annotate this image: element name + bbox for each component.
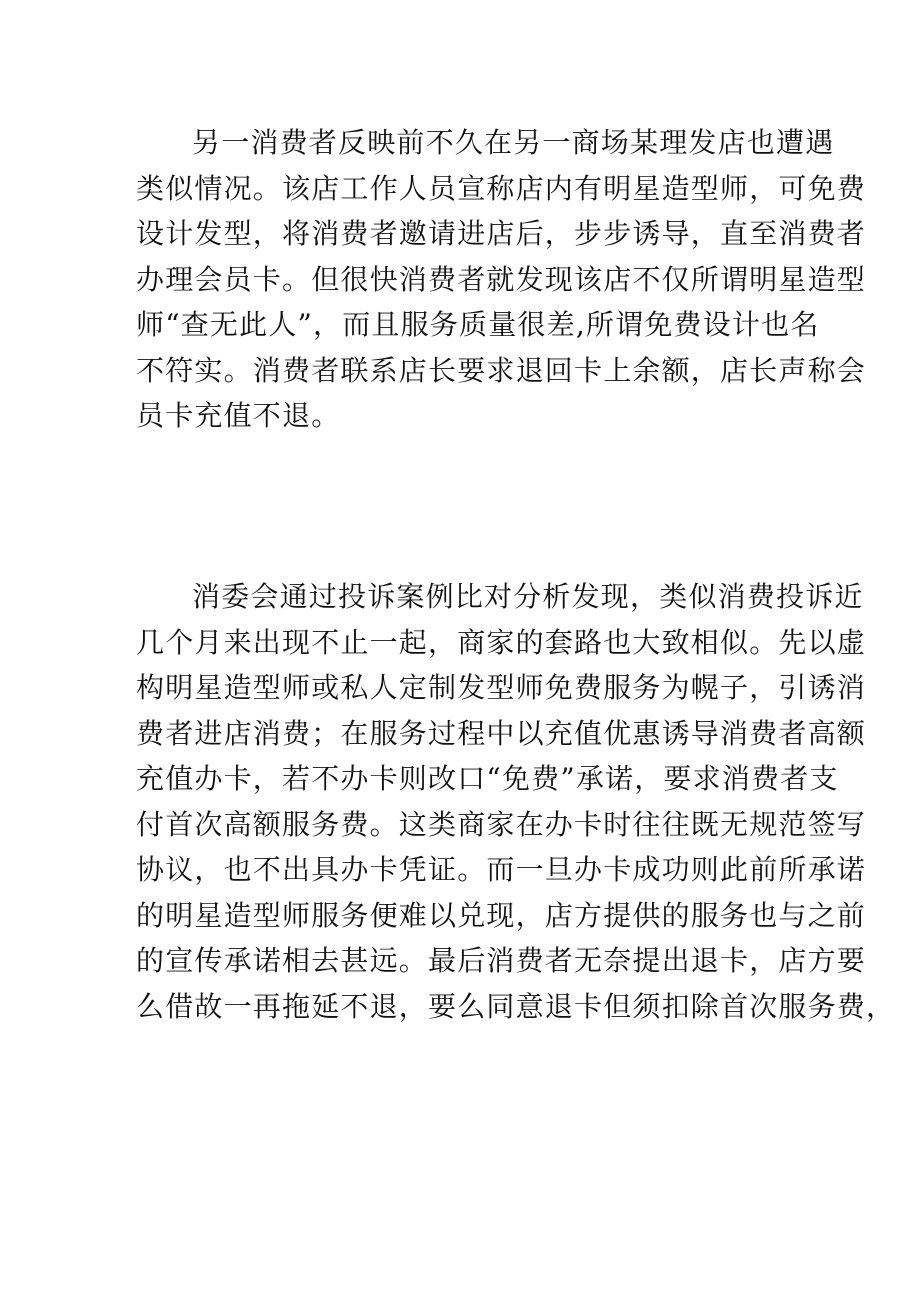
paragraph-line: 设计发型，将消费者邀请进店后，步步诱导，直至消费者	[136, 217, 867, 250]
paragraph-line: 付首次高额服务费。这类商家在办卡时往往既无规范签写	[136, 807, 867, 841]
paragraph-line: 另一消费者反映前不久在另一商场某理发店也遭遇	[192, 126, 835, 159]
paragraph-line: 么借故一再拖延不退，要么同意退卡但须扣除首次服务费，	[136, 989, 896, 1023]
paragraph-line: 协议，也不出具办卡凭证。而一旦办卡成功则此前所承诺	[136, 853, 867, 886]
paragraph-line: 师“查无此人”，而且服务质量很差,所谓免费设计也名	[136, 308, 820, 341]
paragraph-line: 几个月来出现不止一起，商家的套路也大致相似。先以虚	[136, 625, 867, 659]
paragraph-1	[136, 120, 867, 439]
paragraph-line: 办理会员卡。但很快消费者就发现该店不仅所谓明星造型	[136, 262, 867, 296]
paragraph-line: 员卡充值不退。	[136, 399, 341, 432]
paragraph-2	[136, 574, 896, 1029]
paragraph-line: 不符实。消费者联系店长要求退回卡上余额，店长声称会	[136, 353, 867, 387]
paragraph-line: 构明星造型师或私人定制发型师免费服务为幌子，引诱消	[136, 671, 867, 704]
paragraph-line: 费者进店消费；在服务过程中以充值优惠诱导消费者高额	[136, 716, 867, 750]
paragraph-line: 的明星造型师服务便难以兑现，店方提供的服务也与之前	[136, 898, 867, 932]
paragraph-line: 充值办卡，若不办卡则改口“免费”承诺，要求消费者支	[136, 762, 839, 795]
paragraph-line: 类似情况。该店工作人员宣称店内有明星造型师，可免费	[136, 171, 867, 205]
paragraph-line: 消委会通过投诉案例比对分析发现，类似消费投诉近	[192, 580, 864, 613]
paragraph-line: 的宣传承诺相去甚远。最后消费者无奈提出退卡，店方要	[136, 944, 867, 977]
